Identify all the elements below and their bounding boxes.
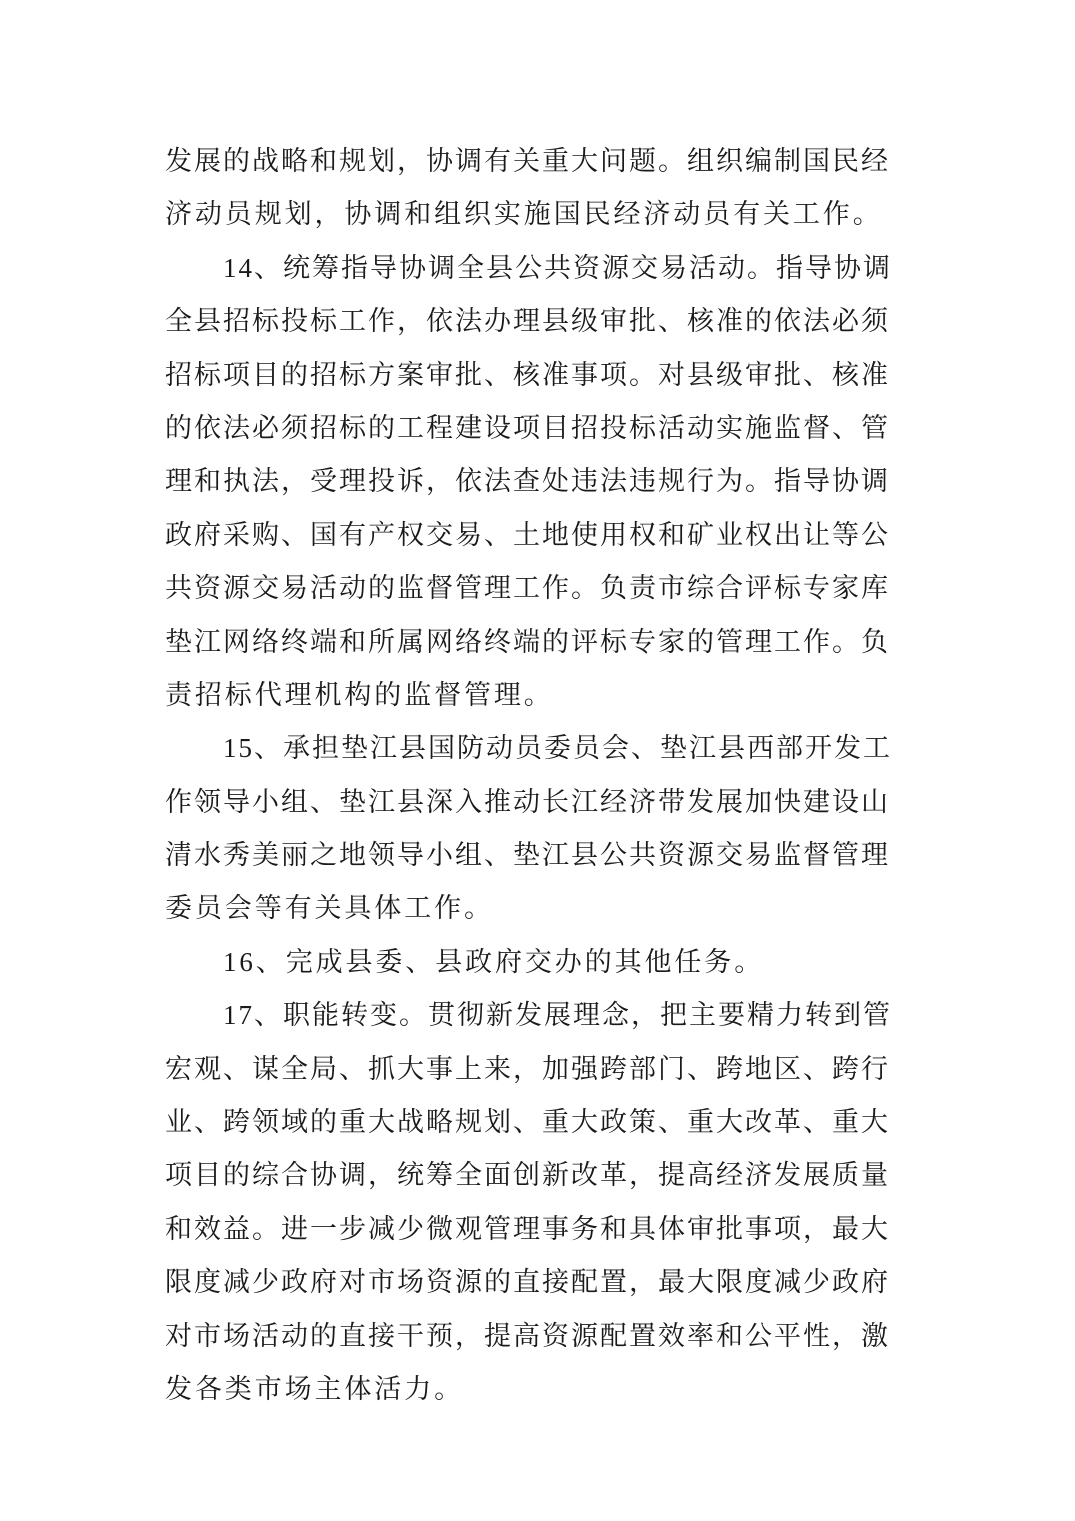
text-line: 17、职能转变。贯彻新发展理念，把主要精力转到管 xyxy=(223,1000,892,1031)
text-line: 理和执法，受理投诉，依法查处违法违规行为。指导协调 xyxy=(165,466,890,497)
text-line: 15、承担垫江县国防动员委员会、垫江县西部开发工 xyxy=(223,733,892,764)
text-line: 和效益。进一步减少微观管理事务和具体审批事项，最大 xyxy=(165,1213,890,1244)
text-line: 招标项目的招标方案审批、核准事项。对县级审批、核准 xyxy=(165,359,890,390)
text-line: 项目的综合协调，统筹全面创新改革，提高经济发展质量 xyxy=(165,1160,890,1191)
text-line: 对市场活动的直接干预，提高资源配置效率和公平性，激 xyxy=(165,1320,890,1351)
text-line: 限度减少政府对市场资源的直接配置，最大限度减少政府 xyxy=(165,1267,890,1298)
text-line: 清水秀美丽之地领导小组、垫江县公共资源交易监督管理 xyxy=(165,840,890,871)
text-line: 全县招标投标工作，依法办理县级审批、核准的依法必须 xyxy=(165,306,890,337)
document-body xyxy=(165,135,892,1416)
text-line: 共资源交易活动的监督管理工作。负责市综合评标专家库 xyxy=(165,573,890,604)
text-line: 宏观、谋全局、抓大事上来，加强跨部门、跨地区、跨行 xyxy=(165,1053,890,1084)
text-line: 发各类市场主体活力。 xyxy=(165,1373,464,1404)
text-line: 委员会等有关具体工作。 xyxy=(165,893,494,924)
text-line: 作领导小组、垫江县深入推动长江经济带发展加快建设山 xyxy=(165,786,890,817)
text-line: 16、完成县委、县政府交办的其他任务。 xyxy=(223,946,765,977)
text-line: 发展的战略和规划，协调有关重大问题。组织编制国民经 xyxy=(165,146,890,176)
text-line: 14、统筹指导协调全县公共资源交易活动。指导协调 xyxy=(223,252,892,283)
text-line: 政府采购、国有产权交易、土地使用权和矿业权出让等公 xyxy=(165,519,890,550)
text-line: 业、跨领域的重大战略规划、重大政策、重大改革、重大 xyxy=(165,1107,890,1138)
text-line: 济动员规划，协调和组织实施国民经济动员有关工作。 xyxy=(165,199,883,230)
text-line: 垫江网络终端和所属网络终端的评标专家的管理工作。负 xyxy=(165,626,890,657)
text-line: 责招标代理机构的监督管理。 xyxy=(165,679,554,710)
text-line: 的依法必须招标的工程建设项目招投标活动实施监督、管 xyxy=(165,412,890,443)
